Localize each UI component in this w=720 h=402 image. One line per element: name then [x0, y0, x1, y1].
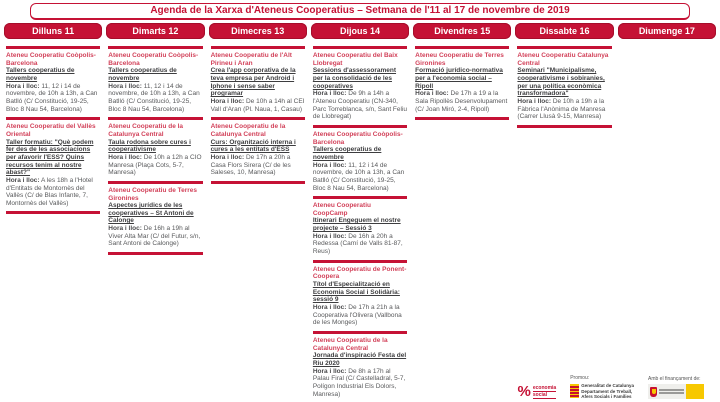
event-organizer: Ateneu Cooperatiu CoopCamp [312, 202, 371, 217]
event-time-place: 11, 12 i 14 de novembre, de 10h a 13h, a Can Batlló (C/ Constitució, 19-25, Bloc 8 Nau 54, Barcelona) [312, 161, 405, 192]
event-divider-bar [313, 331, 407, 334]
event-organizer: Ateneu Cooperatiu de Terres Gironines [415, 52, 504, 67]
event-time-place: De 16h a 20h a Redessa (Camí de Valls 81-87, Reus) [312, 232, 403, 256]
event-time-label: Hora i lloc: [312, 161, 347, 169]
promou-label: Promou: [570, 375, 590, 382]
spain-government-logo [648, 384, 704, 399]
event-time-place: 11, 12 i 14 de novembre, de 10h a 13h, a Can Batlló (C/ Constitució, 19-25, Bloc 8 Nau 54, Barcelona) [108, 82, 200, 113]
event-time-place: De 17h a 21h a la Cooperativa l'Olivera (Vallbona de les Monges) [312, 304, 402, 327]
event-time-label: Hora i lloc: [415, 90, 449, 98]
generalitat-text [581, 383, 634, 399]
day-header-dissabte[interactable]: Dissabte 16 [515, 23, 613, 39]
event-divider-bar [211, 46, 305, 49]
event-time-place: De 10h a 19h a la Fàbrica l'Anònima de Manresa (Carrer Llusà 9-15, Manresa) [517, 97, 606, 121]
event-details [313, 90, 407, 121]
event-title: Crea l'app corporativa de la teva empresa per Android i Iphone i sense saber programar [210, 67, 296, 98]
event-title: Taula rodona sobre cures i cooperativisme [108, 138, 191, 154]
event-time-place: De 8h a 17h al Palau Firal (C/ Castelladral, 5-7, Polígon Industrial Els Dolors, Manresa) [312, 367, 406, 398]
event-organizer: Ateneu Cooperatiu Coòpolis-Barcelona [312, 130, 403, 146]
event-divider-bar [313, 196, 407, 199]
event-title: Tallers cooperatius de novembre [6, 67, 75, 82]
event-time-label: Hora i lloc: [210, 153, 245, 161]
event-organizer: Ateneu Cooperatiu de la Catalunya Central [210, 123, 286, 138]
event-organizer: Ateneu Cooperatiu de la Catalunya Central [108, 123, 184, 138]
event-entry[interactable] [5, 52, 101, 113]
event-title: Aspectes jurídics de les cooperatives – St Antoni de Calonge [108, 202, 194, 225]
day-column-dissabte [515, 42, 613, 131]
event-time-place: De 17h a 20h a Casa Flors Sirera (C/ de les Saleses, 10, Manresa) [210, 153, 291, 177]
event-details [415, 90, 509, 113]
event-entry[interactable] [210, 123, 306, 177]
event-details [313, 233, 407, 256]
event-time-place: De 16h a 19h al Viver Alta Mar (C/ del Futur, s/n, Sant Antoni de Calonge) [108, 225, 201, 248]
event-time-label: Hora i lloc: [210, 97, 245, 105]
event-title: Taller formatiu: "Què podem fer des de les associacions per afavorir l'ESS? Quins recursos tenim al nostre abast?" [6, 138, 94, 177]
event-divider-bar [415, 117, 509, 120]
event-entry[interactable] [414, 52, 510, 113]
event-time-place: De 17h a 19 a la Sala Ripollès Desenvolupament (C/ Joan Miró, 2-4, Ripoll) [415, 90, 508, 113]
event-divider-bar [108, 252, 202, 255]
event-organizer: Ateneu Cooperatiu Catalunya Central [517, 52, 609, 67]
economia-social-logo [518, 384, 557, 399]
event-time-place: 11, 12 i 14 de novembre, de 10h a 13h, a Can Batlló (C/ Constitució, 19-25, Bloc 8 Nau 54, Barcelona) [6, 82, 98, 113]
yellow-band [686, 384, 704, 399]
event-organizer: Ateneu Cooperatiu Coòpolis-Barcelona [6, 52, 96, 67]
day-column-divendres [413, 42, 511, 123]
event-divider-bar [313, 46, 407, 49]
event-divider-bar [415, 46, 509, 49]
event-divider-bar [108, 46, 202, 49]
event-title: Itinerari Engeguem el nostre projecte – Sessió 3 [312, 217, 401, 233]
promou-block [570, 375, 634, 399]
day-column-dimecres [209, 42, 307, 187]
event-time-label: Hora i lloc: [108, 82, 142, 90]
coat-of-arms-icon [650, 387, 657, 397]
event-details [108, 225, 202, 248]
senyera-icon [570, 384, 579, 398]
day-header-diumenge[interactable]: Diumenge 17 [618, 23, 716, 39]
event-entry[interactable] [107, 123, 203, 177]
event-details [313, 304, 407, 327]
ministry-text-placeholder [659, 388, 684, 396]
footer-logos [518, 375, 704, 399]
event-details [313, 368, 407, 399]
event-time-label: Hora i lloc: [312, 304, 347, 312]
generalitat-line: Afers Socials i Famílies [581, 393, 632, 399]
event-divider-bar [517, 125, 611, 128]
event-details [108, 83, 202, 114]
event-organizer: Ateneu Cooperatiu Coòpolis-Barcelona [108, 52, 199, 67]
event-title: Tallers cooperatius de novembre [312, 146, 382, 161]
economia-word: economia [532, 384, 557, 391]
social-word: social [533, 392, 556, 399]
event-time-place: De 10h a 12h a CIO Manresa (Plaça Cots, 5-7, Manresa) [108, 153, 202, 177]
page-title: Agenda de la Xarxa d'Ateneus Cooperatius – Setmana de l'11 al 17 de novembre de 2019 [30, 3, 690, 20]
event-entry[interactable] [107, 52, 203, 113]
event-time-label: Hora i lloc: [6, 82, 40, 90]
financament-block [648, 376, 704, 399]
day-column-dijous [311, 42, 409, 402]
event-time-label: Hora i lloc: [108, 225, 142, 233]
event-divider-bar [6, 117, 100, 120]
event-organizer: Ateneu Cooperatiu de Terres Gironines [108, 186, 198, 202]
event-organizer: Ateneu Cooperatiu del Baix Llobregat [312, 52, 398, 67]
event-details [313, 162, 407, 193]
event-divider-bar [313, 125, 407, 128]
event-entry[interactable] [312, 131, 408, 192]
day-header-row [0, 23, 720, 39]
event-time-place: De 9h a 14h a l'Ateneu Cooperatiu (CN-340, Parc Torreblanca, s/n, Sant Feliu de Llobregat) [312, 90, 408, 121]
event-divider-bar [108, 181, 202, 184]
event-title: Seminari "Municipalisme, cooperativisme i sobiranies, per una política econòmica transformadora" [517, 67, 605, 98]
agenda-columns [0, 42, 720, 402]
event-divider-bar [6, 46, 100, 49]
day-column-dimarts [106, 42, 204, 258]
event-divider-bar [211, 117, 305, 120]
event-divider-bar [6, 211, 100, 214]
event-organizer: Ateneu Cooperatiu del Vallès Oriental [6, 123, 96, 138]
event-time-label: Hora i lloc: [517, 97, 551, 105]
event-organizer: Ateneu Cooperatiu de la Catalunya Central [312, 337, 388, 352]
event-title: Jornada d'inspiració Festa del Riu 2020 [312, 352, 407, 367]
day-header-dimarts[interactable]: Dimarts 12 [106, 23, 204, 39]
event-time-label: Hora i lloc: [6, 176, 40, 184]
day-column-dilluns [4, 42, 102, 217]
day-header-dilluns[interactable]: Dilluns 11 [4, 23, 102, 39]
event-title: Curs: Organització interna i cures a les entitats d'ESS [210, 138, 296, 154]
event-organizer: Ateneu Cooperatiu de Ponent-Coopera [312, 265, 407, 281]
event-time-label: Hora i lloc: [108, 153, 142, 161]
event-entry[interactable] [210, 52, 306, 113]
event-divider-bar [108, 117, 202, 120]
event-details [517, 98, 611, 121]
event-time-place: A les 18h a l'Hotel d'Entitats de Montornès del Vallès (C/ de Blas Infante, 7, Montornès del Vallès) [6, 176, 93, 207]
event-divider-bar [517, 46, 611, 49]
event-title: Formació jurídico-normativa per a l'economia social – Ripoll [415, 67, 503, 90]
event-time-label: Hora i lloc: [312, 90, 347, 98]
event-details [6, 177, 100, 208]
generalitat-line: Generalitat de Catalunya [581, 383, 634, 389]
event-time-place: De 10h a 14h al CEI Vall d'Aran (Pl. Naua, 1, Casau) [210, 97, 305, 113]
event-divider-bar [313, 260, 407, 263]
event-title: Sessions d'assessorament per la consolidació de les cooperatives [312, 67, 397, 90]
event-details [6, 83, 100, 114]
day-header-dimecres[interactable]: Dimecres 13 [209, 23, 307, 39]
economia-social-label [533, 385, 556, 399]
event-details [211, 154, 305, 177]
event-entry[interactable] [312, 266, 408, 327]
event-entry[interactable] [312, 337, 408, 398]
event-entry[interactable] [312, 52, 408, 121]
event-entry[interactable] [516, 52, 612, 121]
generalitat-logo [570, 383, 634, 399]
financament-label: Amb el finançament de: [648, 376, 701, 382]
event-time-label: Hora i lloc: [312, 367, 347, 375]
percent-icon: % [517, 383, 531, 400]
event-title: Tallers cooperatius de novembre [108, 67, 177, 82]
generalitat-line: Departament de Treball, [581, 388, 633, 394]
event-title: Títol d'Especialització en Economia Social i Solidària: sessió 9 [312, 281, 400, 304]
event-details [108, 154, 202, 177]
event-organizer: Ateneu Cooperatiu de l'Alt Pirineu i Aran [210, 52, 292, 67]
event-details [211, 98, 305, 113]
event-divider-bar [211, 181, 305, 184]
event-entry[interactable] [312, 202, 408, 256]
event-entry[interactable] [5, 123, 101, 207]
day-header-dijous[interactable]: Dijous 14 [311, 23, 409, 39]
event-entry[interactable] [107, 187, 203, 248]
day-header-divendres[interactable]: Divendres 15 [413, 23, 511, 39]
event-time-label: Hora i lloc: [312, 232, 347, 240]
